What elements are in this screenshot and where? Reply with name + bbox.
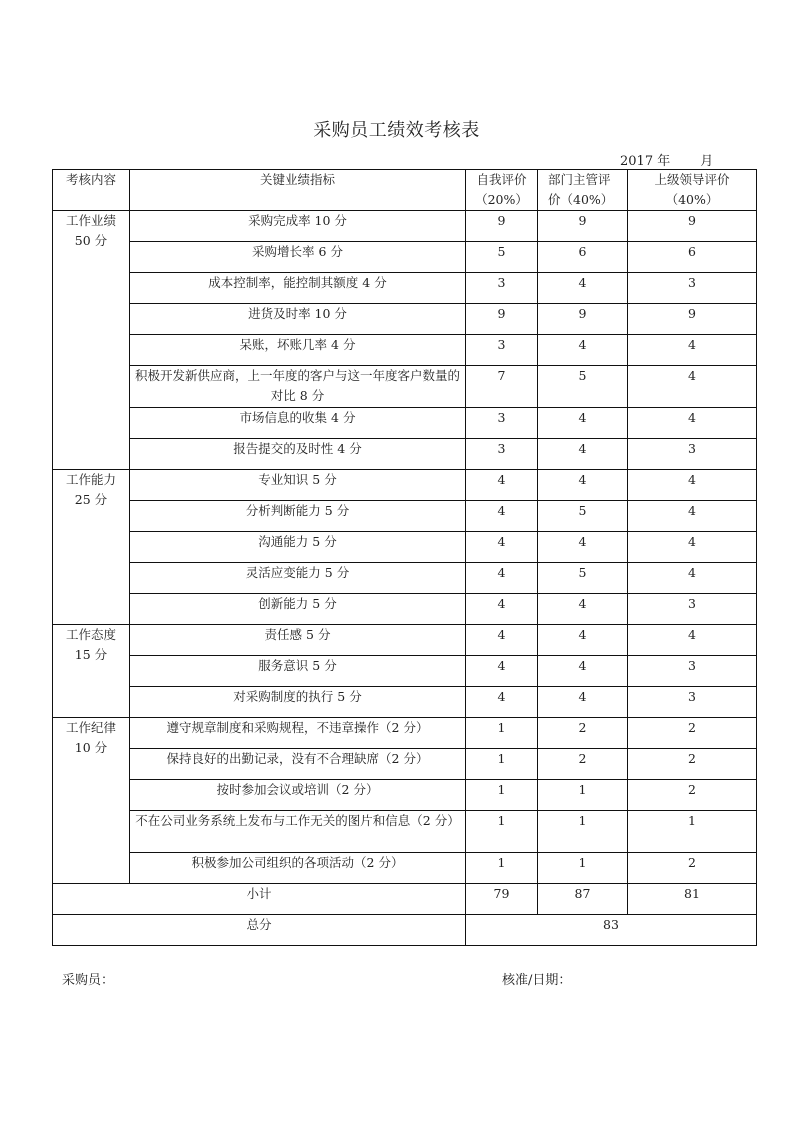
leader-score: 4 [628,470,757,501]
self-score: 4 [466,501,538,532]
subtotal-manager: 87 [538,884,628,915]
header-leader-line1: 上级领导评价 [654,172,730,187]
document-date [620,150,713,169]
self-score: 3 [466,273,538,304]
header-manager-line2: 价（40%） [548,192,614,207]
leader-score: 4 [628,563,757,594]
self-score: 1 [466,853,538,884]
header-manager-line1: 部门主管评 [548,172,611,187]
subtotal-leader: 81 [628,884,757,915]
table-row [53,532,757,563]
self-score: 3 [466,439,538,470]
date-year: 2017 年 [620,154,671,169]
self-score: 5 [466,242,538,273]
manager-score: 9 [538,211,628,242]
self-score: 4 [466,532,538,563]
indicator-cell: 沟通能力 5 分 [130,532,466,563]
manager-score: 4 [538,594,628,625]
indicator-cell: 报告提交的及时性 4 分 [130,439,466,470]
self-score: 9 [466,211,538,242]
leader-score: 4 [628,408,757,439]
indicator-cell: 采购完成率 10 分 [130,211,466,242]
table-row [53,625,757,656]
indicator-cell: 责任感 5 分 [130,625,466,656]
manager-score: 1 [538,853,628,884]
manager-score: 4 [538,656,628,687]
self-score: 1 [466,749,538,780]
leader-score: 2 [628,780,757,811]
manager-score: 4 [538,335,628,366]
manager-score: 4 [538,273,628,304]
category-name: 工作态度 [65,627,116,642]
table-row [53,749,757,780]
header-leader [628,170,757,211]
table-row [53,439,757,470]
leader-score: 3 [628,594,757,625]
header-manager [538,170,628,211]
manager-score: 4 [538,470,628,501]
manager-score: 2 [538,749,628,780]
indicator-cell: 专业知识 5 分 [130,470,466,501]
leader-score: 4 [628,532,757,563]
indicator-cell: 分析判断能力 5 分 [130,501,466,532]
table-row [53,656,757,687]
manager-score: 4 [538,687,628,718]
category-cell [53,718,130,884]
leader-score: 4 [628,335,757,366]
approval-date-label: 核准/日期： [502,973,572,988]
manager-score: 5 [538,366,628,408]
manager-score: 4 [538,625,628,656]
header-self-line2: （20%） [475,192,528,207]
self-score: 4 [466,656,538,687]
leader-score: 2 [628,749,757,780]
category-points: 10 分 [74,740,108,755]
leader-score: 3 [628,656,757,687]
leader-score: 9 [628,211,757,242]
self-score: 1 [466,811,538,853]
table-row [53,273,757,304]
self-score: 4 [466,563,538,594]
self-score: 7 [466,366,538,408]
table-row [53,780,757,811]
indicator-cell: 呆账，坏账几率 4 分 [130,335,466,366]
indicator-cell: 服务意识 5 分 [130,656,466,687]
category-points: 50 分 [74,233,108,248]
table-row [53,501,757,532]
self-score: 4 [466,594,538,625]
header-self-line1: 自我评价 [476,172,527,187]
indicator-cell: 积极开发新供应商，上一年度的客户与这一年度客户数量的对比 8 分 [130,366,466,408]
table-row [53,718,757,749]
self-score: 1 [466,780,538,811]
indicator-cell: 对采购制度的执行 5 分 [130,687,466,718]
manager-score: 5 [538,563,628,594]
indicator-cell: 创新能力 5 分 [130,594,466,625]
date-month: 月 [700,154,714,169]
manager-score: 1 [538,811,628,853]
self-score: 4 [466,625,538,656]
manager-score: 9 [538,304,628,335]
leader-score: 4 [628,366,757,408]
category-cell [53,211,130,470]
table-row [53,335,757,366]
subtotal-label: 小计 [53,884,466,915]
indicator-cell: 进货及时率 10 分 [130,304,466,335]
leader-score: 4 [628,501,757,532]
manager-score: 6 [538,242,628,273]
self-score: 1 [466,718,538,749]
indicator-cell: 不在公司业务系统上发布与工作无关的图片和信息（2 分） [130,811,466,853]
header-category: 考核内容 [53,170,130,211]
indicator-cell: 成本控制率，能控制其额度 4 分 [130,273,466,304]
manager-score: 4 [538,408,628,439]
header-indicator: 关键业绩指标 [130,170,466,211]
manager-score: 5 [538,501,628,532]
leader-score: 2 [628,853,757,884]
self-score: 3 [466,408,538,439]
total-label: 总分 [53,915,466,946]
leader-score: 2 [628,718,757,749]
leader-score: 6 [628,242,757,273]
self-score: 4 [466,687,538,718]
table-row [53,242,757,273]
table-row [53,304,757,335]
category-name: 工作能力 [65,472,116,487]
header-row [53,170,757,211]
table-row [53,470,757,501]
leader-score: 3 [628,273,757,304]
manager-score: 2 [538,718,628,749]
table-row [53,853,757,884]
leader-score: 1 [628,811,757,853]
table-row [53,408,757,439]
leader-score: 3 [628,439,757,470]
self-score: 9 [466,304,538,335]
appraisal-table [52,169,757,946]
header-leader-line2: （40%） [665,192,719,207]
category-points: 15 分 [74,647,108,662]
leader-score: 9 [628,304,757,335]
indicator-cell: 保持良好的出勤记录，没有不合理缺席（2 分） [130,749,466,780]
manager-score: 4 [538,439,628,470]
leader-score: 3 [628,687,757,718]
table-row [53,366,757,408]
document-title: 采购员工绩效考核表 [313,120,480,141]
indicator-cell: 市场信息的收集 4 分 [130,408,466,439]
category-cell [53,470,130,625]
leader-score: 4 [628,625,757,656]
table-row [53,211,757,242]
manager-score: 1 [538,780,628,811]
indicator-cell: 按时参加会议或培训（2 分） [130,780,466,811]
purchaser-signature-label: 采购员： [62,973,115,988]
table-row [53,563,757,594]
subtotal-self: 79 [466,884,538,915]
category-points: 25 分 [74,492,108,507]
self-score: 3 [466,335,538,366]
total-row [53,915,757,946]
table-row [53,811,757,853]
indicator-cell: 采购增长率 6 分 [130,242,466,273]
manager-score: 4 [538,532,628,563]
indicator-cell: 积极参加公司组织的各项活动（2 分） [130,853,466,884]
table-row [53,687,757,718]
total-value: 83 [466,915,757,946]
indicator-cell: 灵活应变能力 5 分 [130,563,466,594]
self-score: 4 [466,470,538,501]
category-cell [53,625,130,718]
indicator-cell: 遵守规章制度和采购规程，不违章操作（2 分） [130,718,466,749]
table-row [53,594,757,625]
header-self [466,170,538,211]
category-name: 工作业绩 [65,213,116,228]
subtotal-row [53,884,757,915]
category-name: 工作纪律 [65,720,116,735]
